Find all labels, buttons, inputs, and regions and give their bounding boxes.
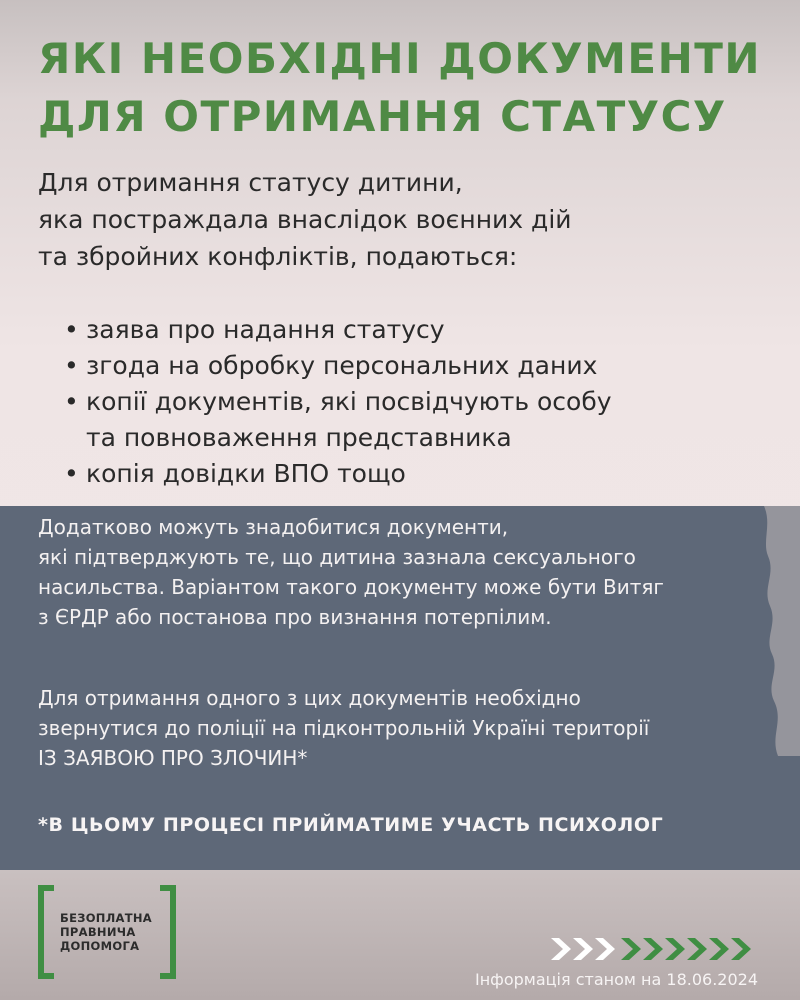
list-item-text: заява про надання статусу (86, 315, 445, 344)
logo-line: ПРАВНИЧА (60, 925, 136, 939)
bullet-icon: • (64, 459, 79, 488)
logo-line: БЕЗОПЛАТНА (60, 911, 153, 925)
additional-paragraph-2 (38, 683, 778, 773)
intro-line-2: яка постраждала внаслідок воєнних дій (38, 205, 572, 234)
list-item-text: копії документів, які посвідчують особу (86, 387, 612, 416)
psychologist-note: *В ЦЬОМУ ПРОЦЕСІ ПРИЙМАТИМЕ УЧАСТЬ ПСИХОЛОГ (38, 814, 664, 836)
page-title (38, 30, 778, 146)
additional-paragraph-1 (38, 512, 778, 632)
paragraph-line: Додатково можуть знадобитися документи, (38, 515, 509, 539)
list-item (64, 312, 764, 348)
chevron-arrows-icon (551, 934, 757, 964)
documents-list (64, 312, 764, 492)
legal-aid-logo (38, 885, 176, 979)
paragraph-line: насильства. Варіантом такого документу може бути Витяг (38, 575, 664, 599)
list-item-text: згода на обробку персональних даних (86, 351, 598, 380)
logo-text (60, 911, 152, 953)
paragraph-line: Для отримання одного з цих документів необхідно (38, 686, 581, 710)
info-date: Інформація станом на 18.06.2024 (474, 970, 758, 989)
list-item (64, 348, 764, 384)
intro-line-3: та збройних конфліктів, подаються: (38, 242, 518, 271)
right-bracket-icon (160, 885, 176, 979)
list-item (64, 384, 764, 456)
paragraph-line: звернутися до поліції на підконтрольній Україні території (38, 716, 650, 740)
intro-text (38, 164, 758, 275)
list-item-text: та повноваження представника (86, 423, 512, 452)
left-bracket-icon (38, 885, 54, 979)
logo-line: ДОПОМОГА (60, 939, 140, 953)
list-item (64, 456, 764, 492)
paragraph-line: ІЗ ЗАЯВОЮ ПРО ЗЛОЧИН* (38, 746, 308, 770)
list-item-text: копія довідки ВПО тощо (86, 459, 406, 488)
paragraph-line: з ЄРДР або постанова про визнання потерпілим. (38, 605, 552, 629)
title-line-2: ДЛЯ ОТРИМАННЯ СТАТУСУ (38, 92, 727, 141)
bullet-icon: • (64, 351, 79, 380)
bullet-icon: • (64, 387, 79, 416)
title-line-1: ЯКІ НЕОБХІДНІ ДОКУМЕНТИ (38, 34, 762, 83)
intro-line-1: Для отримання статусу дитини, (38, 168, 463, 197)
bullet-icon: • (64, 315, 79, 344)
paragraph-line: які підтверджують те, що дитина зазнала сексуального (38, 545, 636, 569)
